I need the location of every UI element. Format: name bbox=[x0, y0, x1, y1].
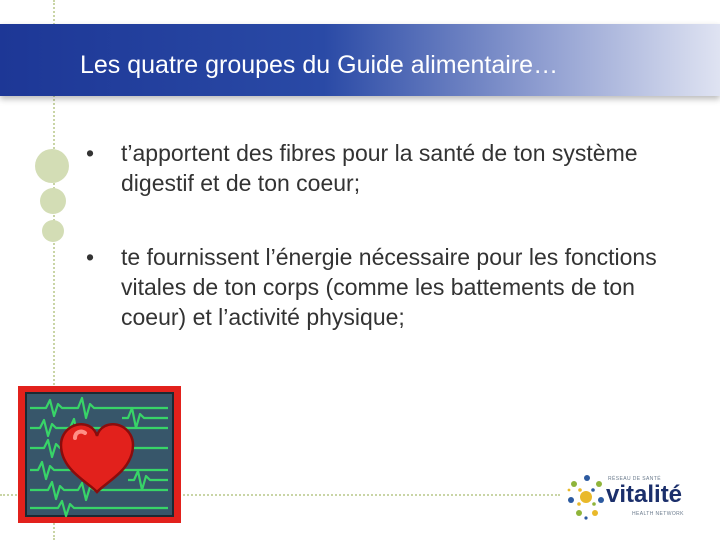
vitalite-logo-mark bbox=[566, 470, 606, 525]
bullet-text-energie: te fournissent l’énergie nécessaire pour les fonctions vitales de ton corps (comme les battements de ton coeur) et l’activité physique; bbox=[121, 244, 657, 330]
slide-title: Les quatre groupes du Guide alimentaire… bbox=[80, 51, 559, 79]
bullet-item-energie bbox=[86, 242, 666, 332]
title-bar bbox=[0, 24, 720, 96]
decorative-circle-large bbox=[35, 149, 69, 183]
bullet-marker: • bbox=[86, 244, 95, 270]
bullet-marker: • bbox=[86, 140, 95, 166]
logo-name: vitalité bbox=[606, 481, 683, 508]
decorative-circle-small bbox=[42, 220, 64, 242]
vitalite-logo bbox=[566, 470, 696, 525]
heart-ecg-illustration bbox=[18, 386, 181, 523]
bullet-text-fibres: t’apportent des fibres pour la santé de ton système digestif et de ton coeur; bbox=[121, 140, 638, 196]
decorative-circle-medium bbox=[40, 188, 66, 214]
bullet-item-fibres bbox=[86, 138, 666, 198]
bullet-list bbox=[86, 138, 666, 332]
logo-bottom-text: HEALTH NETWORK bbox=[632, 511, 684, 517]
logo-top-text: RÉSEAU DE SANTÉ bbox=[608, 476, 661, 482]
